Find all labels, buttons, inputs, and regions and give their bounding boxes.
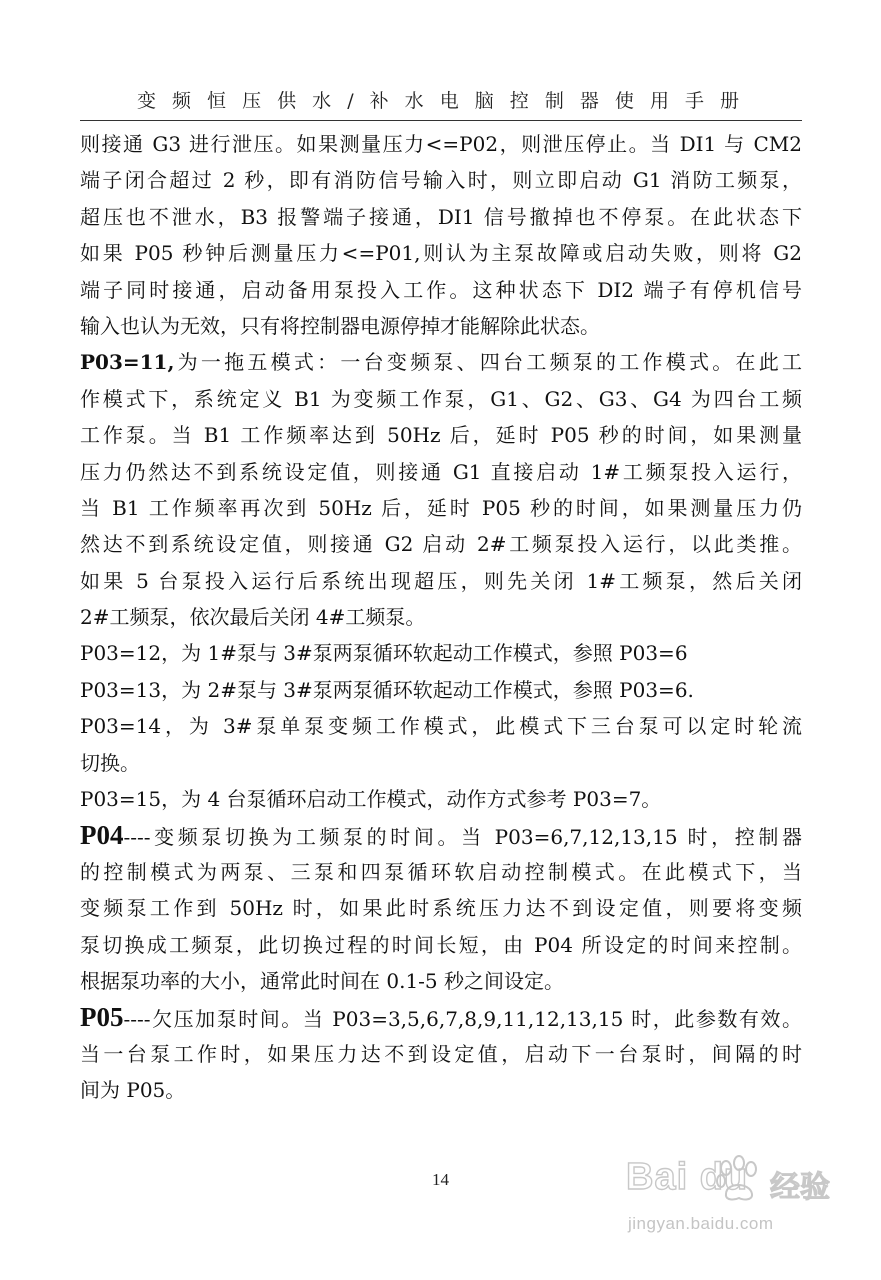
- text-line: [80, 526, 802, 562]
- text-line: [80, 162, 802, 198]
- text-segment: 则接通 G3 进行泄压。如果测量压力<=P02，则泄压停止。当 DI1 与 CM2: [80, 132, 802, 156]
- text-segment: 端子闭合超过 2 秒，即有消防信号输入时，则立即启动 G1 消防工频泵，: [80, 168, 802, 193]
- text-segment: 当 B1 工作频率再次到 50Hz 后，延时 P05 秒的时间，如果测量压力仍: [80, 495, 802, 520]
- text-segment: 的控制模式为两泵、三泵和四泵循环软启动控制模式。在此模式下，当: [80, 859, 802, 884]
- text-segment: 如果 5 台泵投入运行后系统出现超压，则先关闭 1#工频泵，然后关闭: [80, 568, 802, 593]
- page-number: 14: [432, 1170, 449, 1189]
- parameter-heading: P05: [80, 1002, 124, 1033]
- watermark-url: jingyan.baidu.com: [628, 1214, 774, 1233]
- text-line: [80, 927, 802, 963]
- text-segment: P03=15，为 4 台泵循环启动工作模式，动作方式参考 P03=7。: [80, 787, 662, 812]
- text-line: [80, 563, 802, 599]
- text-segment: P03=14，为 3#泵单泵变频工作模式，此模式下三台泵可以定时轮流: [80, 714, 802, 739]
- text-line: [80, 126, 802, 162]
- text-line: [80, 599, 802, 635]
- text-segment: 变频泵工作到 50Hz 时，如果此时系统压力达不到设定值，则要将变频: [80, 896, 802, 921]
- text-segment: 然达不到系统设定值，则接通 G2 启动 2#工频泵投入运行，以此类推。: [80, 532, 802, 557]
- text-segment: 根据泵功率的大小，通常此时间在 0.1-5 秒之间设定。: [80, 968, 565, 993]
- text-line: [80, 1036, 802, 1072]
- document-body: [80, 126, 802, 1109]
- text-line: [80, 854, 802, 890]
- text-line: [80, 745, 802, 781]
- text-line: [80, 999, 802, 1035]
- text-segment: 切换。: [80, 750, 140, 775]
- parameter-heading: P04: [80, 820, 124, 851]
- text-segment: ----欠压加泵时间。当 P03=3,5,6,7,8,9,11,12,13,15 时，此参数有效。: [123, 1007, 802, 1032]
- text-line: [80, 417, 802, 453]
- text-line: [80, 635, 802, 671]
- text-segment: P03=12，为 1#泵与 3#泵两泵循环软起动工作模式，参照 P03=6: [80, 641, 688, 666]
- text-line: [80, 672, 802, 708]
- watermark-jingyan-text: 经验: [770, 1170, 830, 1205]
- text-segment: 输入也认为无效，只有将控制器电源停掉才能解除此状态。: [80, 313, 600, 338]
- text-line: [80, 890, 802, 926]
- parameter-label: P03=11,: [80, 350, 175, 375]
- text-line: [80, 708, 802, 744]
- text-line: [80, 344, 802, 380]
- text-segment: ----变频泵切换为工频泵的时间。当 P03=6,7,12,13,15 时，控制器: [123, 825, 802, 850]
- text-line: [80, 490, 802, 526]
- text-segment: 端子同时接通，启动备用泵投入工作。这种状态下 DI2 端子有停机信号: [80, 277, 802, 302]
- text-line: [80, 381, 802, 417]
- text-line: [80, 963, 802, 999]
- text-line: [80, 1072, 802, 1108]
- text-segment: 作模式下，系统定义 B1 为变频工作泵，G1、G2、G3、G4 为四台工频: [80, 386, 802, 411]
- text-line: [80, 272, 802, 308]
- watermark-logo-text: Bai du: [626, 1156, 749, 1198]
- text-line: [80, 308, 802, 344]
- text-segment: 泵切换成工频泵，此切换过程的时间长短，由 P04 所设定的时间来控制。: [80, 932, 802, 957]
- text-line: [80, 454, 802, 490]
- text-line: [80, 235, 802, 271]
- text-line: [80, 781, 802, 817]
- paw-icon: [712, 1154, 764, 1206]
- text-segment: 压力仍然达不到系统设定值，则接通 G1 直接启动 1#工频泵投入运行，: [80, 459, 802, 484]
- text-segment: 工作泵。当 B1 工作频率达到 50Hz 后，延时 P05 秒的时间，如果测量: [80, 423, 802, 448]
- text-line: [80, 817, 802, 853]
- baidu-jingyan-watermark: [620, 1150, 850, 1270]
- text-segment: 间为 P05。: [80, 1078, 186, 1103]
- text-segment: P03=13，为 2#泵与 3#泵两泵循环软起动工作模式，参照 P03=6.: [80, 677, 694, 702]
- header-divider: [80, 120, 802, 121]
- text-segment: 如果 P05 秒钟后测量压力<=P01,则认为主泵故障或启动失败，则将 G2: [80, 241, 802, 266]
- text-segment: 为一拖五模式：一台变频泵、四台工频泵的工作模式。在此工: [174, 350, 802, 375]
- running-header: 变 频 恒 压 供 水 / 补 水 电 脑 控 制 器 使 用 手 册: [136, 90, 745, 112]
- text-segment: 2#工频泵，依次最后关闭 4#工频泵。: [80, 605, 426, 630]
- text-segment: 超压也不泄水，B3 报警端子接通，DI1 信号撤掉也不停泵。在此状态下: [80, 204, 802, 229]
- text-segment: 当一台泵工作时，如果压力达不到设定值，启动下一台泵时，间隔的时: [80, 1041, 802, 1066]
- text-line: [80, 199, 802, 235]
